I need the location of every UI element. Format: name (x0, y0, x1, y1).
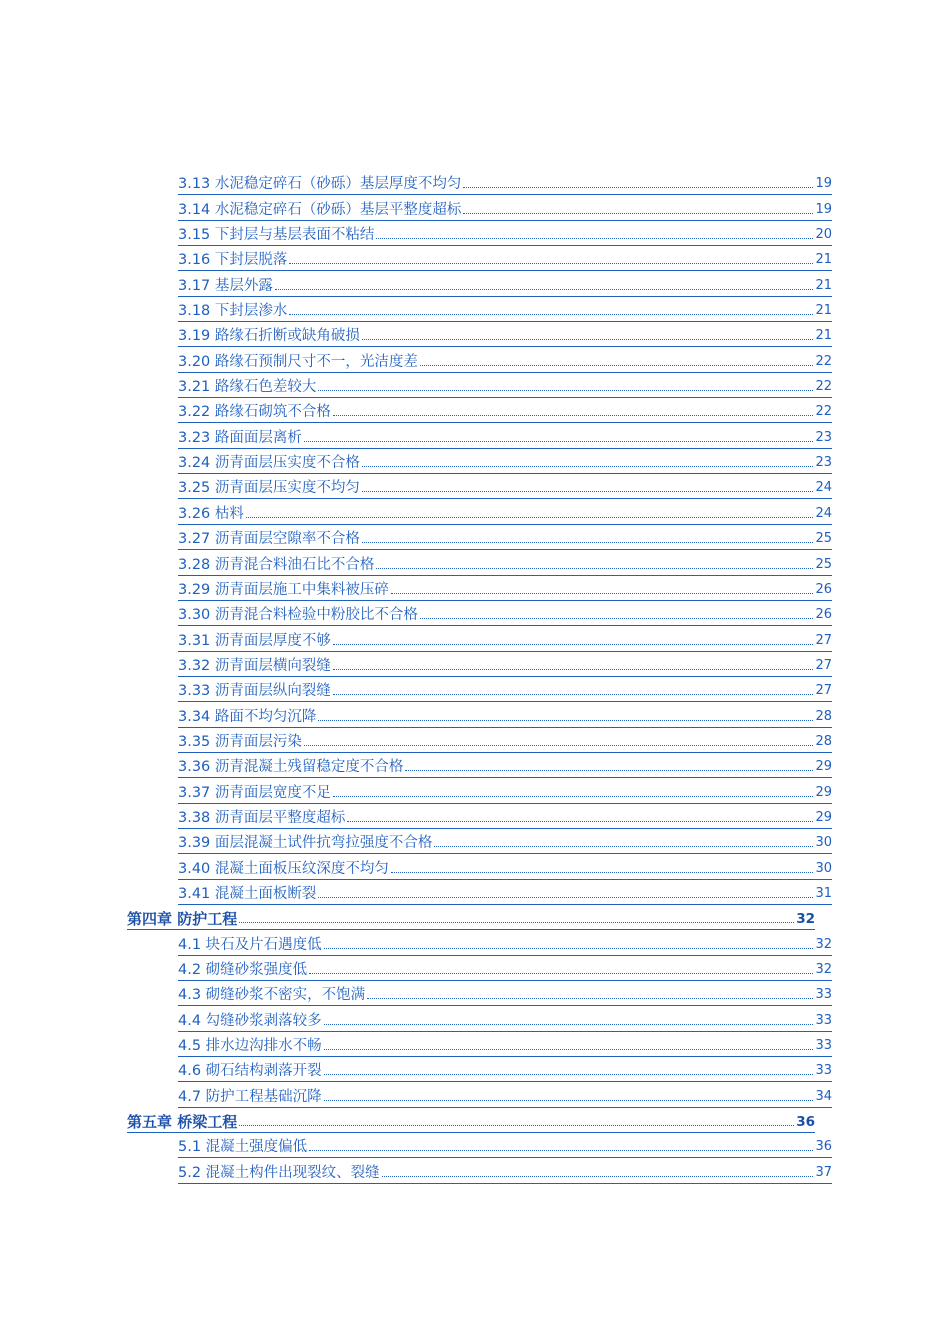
toc-entry-title: 3.23 路面面层离析 (178, 429, 302, 446)
toc-dot-leader (362, 338, 814, 340)
toc-entry-link[interactable] (0, 449, 832, 474)
toc-entry-title: 第四章 防护工程 (127, 910, 238, 929)
toc-entry-line (178, 834, 832, 854)
toc-entry-line (178, 251, 832, 271)
toc-entry-line (178, 277, 832, 297)
toc-entry-link[interactable] (0, 626, 832, 651)
toc-entry-link[interactable] (0, 753, 832, 778)
toc-entry-title: 4.2 砌缝砂浆强度低 (178, 962, 308, 978)
toc-page-number: 27 (815, 632, 832, 648)
toc-entry-title: 4.4 勾缝砂浆剥落较多 (178, 1012, 322, 1029)
toc-dot-leader (246, 516, 814, 518)
toc-entry-line (178, 733, 832, 753)
toc-entry-line (178, 1037, 832, 1057)
toc-page-number: 33 (815, 1063, 832, 1079)
toc-dot-leader (324, 947, 814, 949)
toc-entry-line (178, 327, 832, 347)
toc-entry-link[interactable] (0, 702, 832, 727)
toc-dot-leader (333, 414, 814, 416)
toc-dot-leader (304, 440, 814, 442)
toc-entry-title: 3.24 沥青面层压实度不合格 (178, 455, 360, 472)
toc-entry-link[interactable] (0, 373, 832, 398)
toc-entry-title: 第五章 桥梁工程 (127, 1113, 238, 1132)
toc-page-number: 26 (815, 607, 832, 623)
toc-dot-leader (333, 693, 814, 695)
toc-entry-title: 3.29 沥青面层施工中集料被压碎 (178, 581, 389, 598)
toc-entry-link[interactable] (0, 1158, 832, 1183)
toc-entry-line (178, 986, 832, 1006)
toc-entry-link[interactable] (0, 525, 832, 550)
toc-page-number: 27 (815, 683, 832, 699)
toc-chapter-link[interactable] (0, 905, 815, 930)
toc-page-number: 21 (815, 303, 832, 319)
toc-page-number: 22 (815, 404, 832, 420)
toc-page-number: 32 (796, 911, 815, 928)
toc-entry-line (178, 479, 832, 499)
toc-entry-line (178, 758, 832, 778)
toc-entry-title: 3.28 沥青混合料油石比不合格 (178, 556, 375, 573)
toc-dot-leader (367, 997, 813, 999)
toc-dot-leader (434, 845, 813, 847)
toc-entry-link[interactable] (0, 246, 832, 271)
toc-entry-title: 3.20 路缘石预制尺寸不一，光洁度差 (178, 353, 418, 370)
toc-entry-line (178, 581, 832, 601)
toc-entry-link[interactable] (0, 880, 832, 905)
toc-dot-leader (376, 567, 813, 569)
toc-entry-link[interactable] (0, 1133, 832, 1158)
toc-entry-line (178, 530, 832, 550)
toc-page-number: 37 (815, 1164, 832, 1180)
toc-page-number: 32 (815, 962, 832, 977)
toc-entry-line (178, 353, 832, 373)
toc-page-number: 33 (815, 1012, 832, 1028)
toc-entry-line (178, 708, 832, 728)
toc-entry-link[interactable] (0, 652, 832, 677)
toc-dot-leader (309, 972, 813, 974)
toc-entry-line (178, 403, 832, 423)
toc-page-number: 31 (815, 885, 832, 901)
toc-dot-leader (376, 237, 813, 239)
toc-entry-title: 3.17 基层外露 (178, 277, 273, 294)
toc-entry-link[interactable] (0, 195, 832, 220)
toc-entry-link[interactable] (0, 1057, 832, 1082)
toc-entry-link[interactable] (0, 297, 832, 322)
toc-page-number: 23 (815, 429, 832, 445)
toc-page-number: 26 (815, 581, 832, 597)
toc-entry-line (178, 809, 832, 829)
toc-dot-leader (382, 1175, 814, 1177)
toc-entry-line (178, 378, 832, 398)
toc-page-number: 22 (815, 353, 832, 369)
toc-page-number: 29 (815, 784, 832, 800)
toc-entry-title: 3.34 路面不均匀沉降 (178, 708, 317, 725)
toc-dot-leader (324, 1048, 814, 1050)
toc-entry-link[interactable] (0, 576, 832, 601)
toc-page-number: 33 (815, 1038, 832, 1054)
toc-entry-line (178, 784, 832, 804)
toc-entry-line (178, 1138, 832, 1158)
toc-entry-link[interactable] (0, 423, 832, 448)
toc-entry-title: 3.39 面层混凝土试件抗弯拉强度不合格 (178, 835, 433, 852)
toc-entry-title: 3.18 下封层渗水 (178, 303, 288, 320)
toc-entry-link[interactable] (0, 601, 832, 626)
toc-dot-leader (318, 719, 813, 721)
toc-entry-title: 3.33 沥青面层纵向裂缝 (178, 683, 331, 700)
toc-entry-line (178, 505, 832, 525)
toc-entry-title: 5.1 混凝土强度偏低 (178, 1139, 308, 1156)
toc-entry-line (178, 1088, 832, 1108)
toc-entry-link[interactable] (0, 221, 832, 246)
toc-entry-link[interactable] (0, 829, 832, 854)
toc-entry-link[interactable] (0, 170, 832, 195)
toc-dot-leader (362, 490, 814, 492)
toc-entry-title: 3.13 水泥稳定碎石（砂砾）基层厚度不均匀 (178, 176, 462, 193)
toc-dot-leader (318, 389, 813, 391)
toc-entry-title: 3.21 路缘石色差较大 (178, 379, 317, 396)
toc-entry-line (178, 556, 832, 576)
toc-entry-line (178, 1062, 832, 1082)
toc-entry-link[interactable] (0, 1082, 832, 1107)
toc-entry-link[interactable] (0, 778, 832, 803)
toc-dot-leader (362, 465, 814, 467)
toc-entry-line (178, 454, 832, 474)
toc-page-number: 28 (815, 733, 832, 749)
toc-entry-line (178, 302, 832, 322)
toc-entry-line (127, 1113, 815, 1133)
toc-dot-leader (324, 1073, 814, 1075)
toc-dot-leader (347, 820, 813, 822)
toc-page-number: 33 (815, 987, 832, 1003)
toc-page-number: 20 (815, 227, 832, 243)
toc-entry-link[interactable] (0, 981, 832, 1006)
toc-entry-title: 3.19 路缘石折断或缺角破损 (178, 328, 360, 345)
toc-dot-leader (289, 262, 813, 264)
toc-entry-title: 3.25 沥青面层压实度不均匀 (178, 480, 360, 497)
toc-entry-link[interactable] (0, 347, 832, 372)
toc-entry-title: 3.40 混凝土面板压纹深度不均匀 (178, 860, 389, 877)
toc-dot-leader (463, 212, 813, 214)
toc-entry-title: 3.27 沥青面层空隙率不合格 (178, 531, 360, 548)
toc-dot-leader (289, 313, 813, 315)
toc-entry-title: 3.35 沥青面层污染 (178, 733, 302, 750)
toc-entry-line (127, 910, 815, 930)
toc-dot-leader (309, 1149, 813, 1151)
toc-page-number: 19 (815, 201, 832, 217)
toc-dot-leader (405, 769, 813, 771)
toc-page-number: 22 (815, 379, 832, 395)
toc-entry-title: 4.1 块石及片石遇度低 (178, 936, 322, 953)
toc-entry-line (178, 657, 832, 677)
toc-dot-leader (420, 364, 814, 366)
toc-entry-link[interactable] (0, 677, 832, 702)
toc-entry-title: 3.15 下封层与基层表面不粘结 (178, 227, 375, 244)
toc-entry-line (178, 606, 832, 626)
toc-dot-leader (239, 921, 794, 923)
toc-entry-title: 3.41 混凝土面板断裂 (178, 885, 317, 902)
toc-entry-line (178, 226, 832, 246)
toc-dot-leader (391, 871, 814, 873)
toc-entry-link[interactable] (0, 1006, 832, 1031)
toc-entry-line (178, 961, 832, 981)
toc-page-number: 36 (796, 1114, 815, 1131)
toc-entry-link[interactable] (0, 550, 832, 575)
toc-page-number: 36 (815, 1139, 832, 1155)
toc-page-number: 21 (815, 328, 832, 344)
toc-entry-title: 3.30 沥青混合料检验中粉胶比不合格 (178, 607, 418, 624)
toc-chapter-link[interactable] (0, 1108, 815, 1133)
toc-entry-link[interactable] (0, 499, 832, 524)
toc-entry-title: 4.6 砌石结构剥落开裂 (178, 1063, 322, 1080)
toc-page-number: 25 (815, 556, 832, 572)
table-of-contents (0, 170, 950, 1184)
toc-entry-title: 4.7 防护工程基础沉降 (178, 1088, 322, 1105)
toc-entry-line (178, 429, 832, 449)
toc-entry-title: 4.3 砌缝砂浆不密实，不饱满 (178, 987, 366, 1004)
toc-entry-link[interactable] (0, 804, 832, 829)
toc-page-number: 28 (815, 708, 832, 724)
toc-page-number: 34 (815, 1088, 832, 1104)
toc-entry-line (178, 175, 832, 195)
toc-entry-link[interactable] (0, 474, 832, 499)
toc-page-number: 19 (815, 176, 832, 192)
toc-dot-leader (333, 795, 814, 797)
toc-page-number: 30 (815, 835, 832, 851)
toc-page-number: 23 (815, 455, 832, 471)
toc-entry-title: 3.22 路缘石砌筑不合格 (178, 404, 331, 421)
toc-entry-line (178, 936, 832, 956)
toc-entry-link[interactable] (0, 271, 832, 296)
toc-dot-leader (318, 896, 813, 898)
toc-entry-link[interactable] (0, 728, 832, 753)
toc-entry-title: 3.37 沥青面层宽度不足 (178, 784, 331, 801)
toc-page-number: 21 (815, 252, 832, 268)
toc-entry-title: 3.26 枯料 (178, 505, 244, 522)
toc-dot-leader (304, 744, 814, 746)
toc-page-number: 32 (815, 936, 832, 952)
toc-page-number: 25 (815, 531, 832, 547)
toc-entry-title: 3.16 下封层脱落 (178, 252, 288, 269)
toc-entry-title: 3.14 水泥稳定碎石（砂砾）基层平整度超标 (178, 201, 462, 218)
toc-dot-leader (324, 1023, 814, 1025)
toc-dot-leader (324, 1099, 814, 1101)
toc-page-number: 24 (815, 505, 832, 521)
toc-dot-leader (333, 643, 814, 645)
toc-entry-link[interactable] (0, 398, 832, 423)
toc-page-number: 21 (815, 277, 832, 293)
toc-entry-link[interactable] (0, 322, 832, 347)
toc-entry-title: 3.31 沥青面层厚度不够 (178, 632, 331, 649)
toc-entry-link[interactable] (0, 956, 832, 981)
toc-entry-title: 3.36 沥青混凝土残留稳定度不合格 (178, 759, 404, 776)
toc-page-number: 30 (815, 860, 832, 876)
toc-page-number: 24 (815, 480, 832, 496)
toc-page-number: 29 (815, 809, 832, 825)
toc-entry-line (178, 885, 832, 905)
toc-dot-leader (463, 186, 813, 188)
toc-entry-title: 3.32 沥青面层横向裂缝 (178, 657, 331, 674)
toc-dot-leader (333, 668, 814, 670)
toc-entry-line (178, 1164, 832, 1184)
toc-dot-leader (275, 288, 814, 290)
toc-entry-title: 4.5 排水边沟排水不畅 (178, 1038, 322, 1055)
toc-entry-line (178, 1012, 832, 1032)
toc-page-number: 29 (815, 759, 832, 775)
toc-entry-title: 3.38 沥青面层平整度超标 (178, 809, 346, 826)
toc-entry-line (178, 201, 832, 221)
toc-entry-link[interactable] (0, 1032, 832, 1057)
toc-entry-link[interactable] (0, 854, 832, 879)
toc-dot-leader (420, 617, 814, 619)
toc-entry-line (178, 682, 832, 702)
toc-entry-line (178, 860, 832, 880)
toc-entry-title: 5.2 混凝土构件出现裂纹、裂缝 (178, 1164, 380, 1181)
toc-dot-leader (362, 541, 814, 543)
toc-dot-leader (391, 592, 814, 594)
toc-dot-leader (239, 1124, 794, 1126)
toc-entry-line (178, 632, 832, 652)
toc-entry-link[interactable] (0, 930, 832, 955)
toc-page-number: 27 (815, 657, 832, 673)
